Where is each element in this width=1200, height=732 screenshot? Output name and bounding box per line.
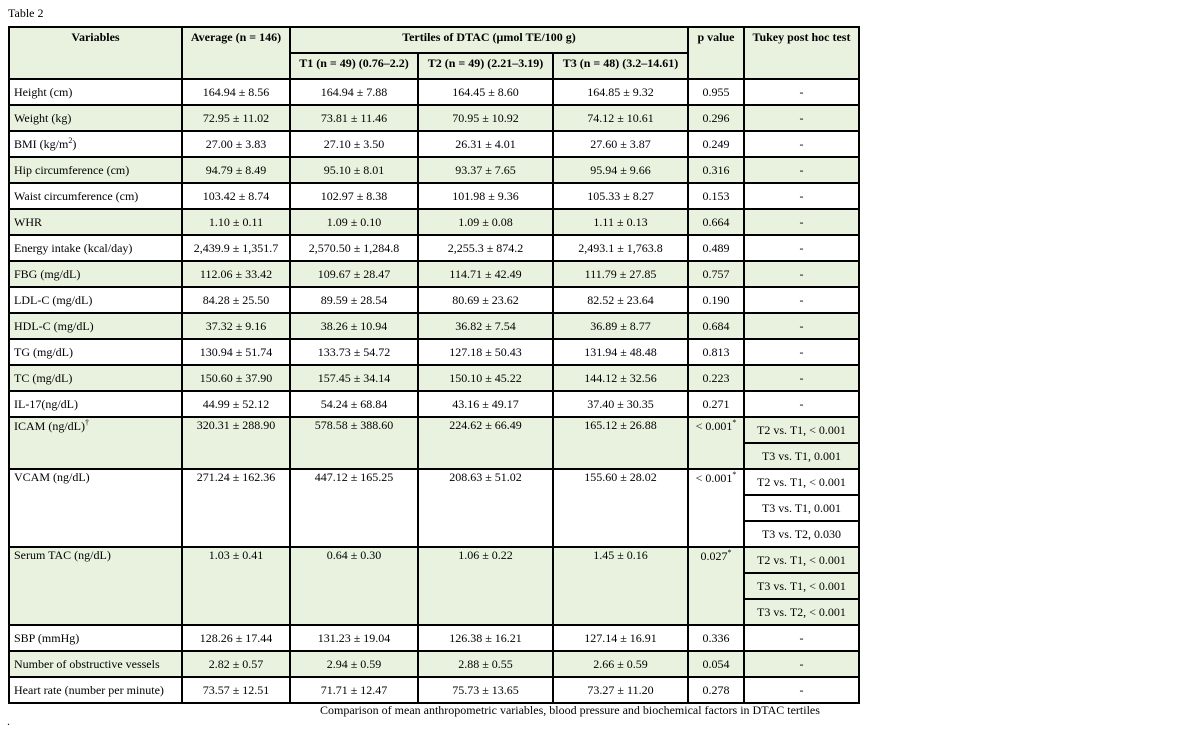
- cell-tukey: T3 vs. T2, < 0.001: [744, 599, 859, 625]
- row-label-end: ): [72, 137, 77, 151]
- row-label: Serum TAC (ng/dL): [9, 547, 182, 625]
- cell-tukey: -: [744, 131, 859, 157]
- row-label: Weight (kg): [9, 105, 182, 131]
- cell-t1: 73.81 ± 11.46: [290, 105, 418, 131]
- header-tertiles: Tertiles of DTAC (μmol TE/100 g): [290, 27, 688, 53]
- cell-p-value: [688, 469, 744, 547]
- cell-tukey: T2 vs. T1, < 0.001: [744, 417, 859, 443]
- cell-t3: 73.27 ± 11.20: [553, 677, 688, 703]
- cell-t1: 89.59 ± 28.54: [290, 287, 418, 313]
- row-label: Height (cm): [9, 79, 182, 105]
- cell-t1: 71.71 ± 12.47: [290, 677, 418, 703]
- cell-t1: 2,570.50 ± 1,284.8: [290, 235, 418, 261]
- header-t2: T2 (n = 49) (2.21–3.19): [418, 53, 553, 79]
- table-row: [9, 209, 859, 235]
- cell-t2: 101.98 ± 9.36: [418, 183, 553, 209]
- table-row: [9, 287, 859, 313]
- cell-average: 271.24 ± 162.36: [182, 469, 290, 547]
- cell-t1: 131.23 ± 19.04: [290, 625, 418, 651]
- header-p-value: p value: [688, 27, 744, 79]
- cell-t3: 2.66 ± 0.59: [553, 651, 688, 677]
- cell-t3: 74.12 ± 10.61: [553, 105, 688, 131]
- cell-t2: 93.37 ± 7.65: [418, 157, 553, 183]
- cell-average: 44.99 ± 52.12: [182, 391, 290, 417]
- header-t1: T1 (n = 49) (0.76–2.2): [290, 53, 418, 79]
- cell-t1: 164.94 ± 7.88: [290, 79, 418, 105]
- row-label: TG (mg/dL): [9, 339, 182, 365]
- cell-tukey: -: [744, 287, 859, 313]
- asterisk-footnote-mark: *: [732, 418, 737, 427]
- cell-t1: 578.58 ± 388.60: [290, 417, 418, 469]
- row-label-text: BMI (kg/m: [14, 137, 69, 151]
- cell-tukey: -: [744, 235, 859, 261]
- cell-t3: 105.33 ± 8.27: [553, 183, 688, 209]
- cell-t3: 127.14 ± 16.91: [553, 625, 688, 651]
- results-table: [8, 26, 860, 704]
- cell-t2: 127.18 ± 50.43: [418, 339, 553, 365]
- row-label: LDL-C (mg/dL): [9, 287, 182, 313]
- cell-t2: 208.63 ± 51.02: [418, 469, 553, 547]
- cell-average: 130.94 ± 51.74: [182, 339, 290, 365]
- table-row: [9, 235, 859, 261]
- table-row: [9, 677, 859, 703]
- cell-t1: 0.64 ± 0.30: [290, 547, 418, 625]
- row-label: Number of obstructive vessels: [9, 651, 182, 677]
- cell-tukey: -: [744, 79, 859, 105]
- cell-p-value: 0.223: [688, 365, 744, 391]
- cell-p-value: 0.489: [688, 235, 744, 261]
- cell-t2: 126.38 ± 16.21: [418, 625, 553, 651]
- cell-t1: 102.97 ± 8.38: [290, 183, 418, 209]
- cell-p-value: 0.813: [688, 339, 744, 365]
- cell-tukey: -: [744, 209, 859, 235]
- row-label: Heart rate (number per minute): [9, 677, 182, 703]
- header-tukey: Tukey post hoc test: [744, 27, 859, 79]
- p-value-text: < 0.001: [695, 419, 733, 433]
- cell-tukey: -: [744, 313, 859, 339]
- cell-t3: 95.94 ± 9.66: [553, 157, 688, 183]
- header-variables: Variables: [9, 27, 182, 79]
- header-average: Average (n = 146): [182, 27, 290, 79]
- cell-average: 37.32 ± 9.16: [182, 313, 290, 339]
- cell-t3: 37.40 ± 30.35: [553, 391, 688, 417]
- table-label: Table 2: [8, 6, 44, 20]
- table-row: [9, 651, 859, 677]
- cell-p-value: 0.955: [688, 79, 744, 105]
- table-row: [9, 547, 859, 573]
- cell-t1: 109.67 ± 28.47: [290, 261, 418, 287]
- table-row: [9, 417, 859, 443]
- p-value-text: < 0.001: [695, 471, 733, 485]
- table-row: [9, 105, 859, 131]
- cell-t3: 1.45 ± 0.16: [553, 547, 688, 625]
- cell-p-value: 0.278: [688, 677, 744, 703]
- cell-t3: 131.94 ± 48.48: [553, 339, 688, 365]
- row-label: VCAM (ng/dL): [9, 469, 182, 547]
- cell-t1: 38.26 ± 10.94: [290, 313, 418, 339]
- cell-tukey: -: [744, 157, 859, 183]
- row-label: Hip circumference (cm): [9, 157, 182, 183]
- cell-t2: 114.71 ± 42.49: [418, 261, 553, 287]
- row-label: TC (mg/dL): [9, 365, 182, 391]
- table-row: [9, 183, 859, 209]
- cell-t1: 157.45 ± 34.14: [290, 365, 418, 391]
- cell-average: 84.28 ± 25.50: [182, 287, 290, 313]
- footnote-mark: .: [7, 714, 10, 728]
- p-value-text: 0.027: [700, 549, 728, 563]
- cell-p-value: 0.054: [688, 651, 744, 677]
- cell-average: 320.31 ± 288.90: [182, 417, 290, 469]
- cell-t3: 165.12 ± 26.88: [553, 417, 688, 469]
- dagger-footnote-mark: †: [85, 418, 89, 427]
- cell-t1: 95.10 ± 8.01: [290, 157, 418, 183]
- cell-t2: 224.62 ± 66.49: [418, 417, 553, 469]
- cell-p-value: [688, 417, 744, 469]
- cell-tukey: -: [744, 391, 859, 417]
- cell-tukey: T2 vs. T1, < 0.001: [744, 547, 859, 573]
- cell-t2: 26.31 ± 4.01: [418, 131, 553, 157]
- cell-tukey: T3 vs. T1, 0.001: [744, 443, 859, 469]
- table-row: [9, 131, 859, 157]
- row-label: FBG (mg/dL): [9, 261, 182, 287]
- cell-tukey: -: [744, 651, 859, 677]
- cell-t3: 155.60 ± 28.02: [553, 469, 688, 547]
- cell-tukey: -: [744, 625, 859, 651]
- row-label: HDL-C (mg/dL): [9, 313, 182, 339]
- asterisk-footnote-mark: *: [727, 548, 732, 557]
- cell-t2: 164.45 ± 8.60: [418, 79, 553, 105]
- cell-average: 103.42 ± 8.74: [182, 183, 290, 209]
- cell-t1: 133.73 ± 54.72: [290, 339, 418, 365]
- cell-t2: 80.69 ± 23.62: [418, 287, 553, 313]
- cell-t3: 1.11 ± 0.13: [553, 209, 688, 235]
- cell-tukey: T3 vs. T1, 0.001: [744, 495, 859, 521]
- cell-t1: 54.24 ± 68.84: [290, 391, 418, 417]
- cell-tukey: -: [744, 365, 859, 391]
- cell-average: 164.94 ± 8.56: [182, 79, 290, 105]
- cell-average: 1.03 ± 0.41: [182, 547, 290, 625]
- cell-p-value: 0.664: [688, 209, 744, 235]
- row-label: SBP (mmHg): [9, 625, 182, 651]
- cell-p-value: 0.757: [688, 261, 744, 287]
- cell-average: 1.10 ± 0.11: [182, 209, 290, 235]
- cell-t2: 36.82 ± 7.54: [418, 313, 553, 339]
- header-t3: T3 (n = 48) (3.2–14.61): [553, 53, 688, 79]
- cell-tukey: -: [744, 339, 859, 365]
- cell-p-value: 0.153: [688, 183, 744, 209]
- asterisk-footnote-mark: *: [732, 470, 737, 479]
- cell-average: 94.79 ± 8.49: [182, 157, 290, 183]
- cell-t3: 82.52 ± 23.64: [553, 287, 688, 313]
- cell-t2: 75.73 ± 13.65: [418, 677, 553, 703]
- cell-tukey: T3 vs. T2, 0.030: [744, 521, 859, 547]
- table-row: [9, 261, 859, 287]
- cell-p-value: 0.249: [688, 131, 744, 157]
- cell-average: 150.60 ± 37.90: [182, 365, 290, 391]
- cell-p-value: 0.684: [688, 313, 744, 339]
- cell-p-value: 0.336: [688, 625, 744, 651]
- table-caption: Comparison of mean anthropometric variables, blood pressure and biochemical factors in DTAC tertiles: [320, 703, 820, 717]
- cell-t3: 164.85 ± 9.32: [553, 79, 688, 105]
- cell-p-value: 0.316: [688, 157, 744, 183]
- row-label: [9, 417, 182, 469]
- row-label: IL-17(ng/dL): [9, 391, 182, 417]
- cell-t2: 2,255.3 ± 874.2: [418, 235, 553, 261]
- cell-t2: 43.16 ± 49.17: [418, 391, 553, 417]
- cell-average: 2,439.9 ± 1,351.7: [182, 235, 290, 261]
- cell-tukey: T2 vs. T1, < 0.001: [744, 469, 859, 495]
- row-label-superscript: 2: [68, 136, 73, 145]
- cell-average: 72.95 ± 11.02: [182, 105, 290, 131]
- cell-average: 73.57 ± 12.51: [182, 677, 290, 703]
- table-row: [9, 339, 859, 365]
- row-label: Energy intake (kcal/day): [9, 235, 182, 261]
- cell-average: 2.82 ± 0.57: [182, 651, 290, 677]
- cell-t3: 2,493.1 ± 1,763.8: [553, 235, 688, 261]
- cell-t1: 447.12 ± 165.25: [290, 469, 418, 547]
- cell-tukey: -: [744, 677, 859, 703]
- row-label: [9, 131, 182, 157]
- cell-p-value: [688, 547, 744, 625]
- cell-t2: 150.10 ± 45.22: [418, 365, 553, 391]
- cell-t2: 70.95 ± 10.92: [418, 105, 553, 131]
- cell-average: 112.06 ± 33.42: [182, 261, 290, 287]
- cell-t2: 2.88 ± 0.55: [418, 651, 553, 677]
- table-row: [9, 157, 859, 183]
- cell-t1: 1.09 ± 0.10: [290, 209, 418, 235]
- cell-tukey: T3 vs. T1, < 0.001: [744, 573, 859, 599]
- cell-t1: 27.10 ± 3.50: [290, 131, 418, 157]
- cell-p-value: 0.271: [688, 391, 744, 417]
- row-label-text: ICAM (ng/dL): [14, 419, 85, 433]
- cell-t3: 36.89 ± 8.77: [553, 313, 688, 339]
- row-label: Waist circumference (cm): [9, 183, 182, 209]
- cell-t1: 2.94 ± 0.59: [290, 651, 418, 677]
- cell-tukey: -: [744, 105, 859, 131]
- cell-average: 27.00 ± 3.83: [182, 131, 290, 157]
- cell-p-value: 0.190: [688, 287, 744, 313]
- table-row: [9, 79, 859, 105]
- cell-tukey: -: [744, 183, 859, 209]
- cell-average: 128.26 ± 17.44: [182, 625, 290, 651]
- cell-t2: 1.06 ± 0.22: [418, 547, 553, 625]
- cell-tukey: -: [744, 261, 859, 287]
- table-row: [9, 469, 859, 495]
- cell-t3: 27.60 ± 3.87: [553, 131, 688, 157]
- cell-t2: 1.09 ± 0.08: [418, 209, 553, 235]
- table-row: [9, 313, 859, 339]
- cell-t3: 111.79 ± 27.85: [553, 261, 688, 287]
- row-label: WHR: [9, 209, 182, 235]
- table-row: [9, 625, 859, 651]
- cell-t3: 144.12 ± 32.56: [553, 365, 688, 391]
- cell-p-value: 0.296: [688, 105, 744, 131]
- table-row: [9, 391, 859, 417]
- table-row: [9, 365, 859, 391]
